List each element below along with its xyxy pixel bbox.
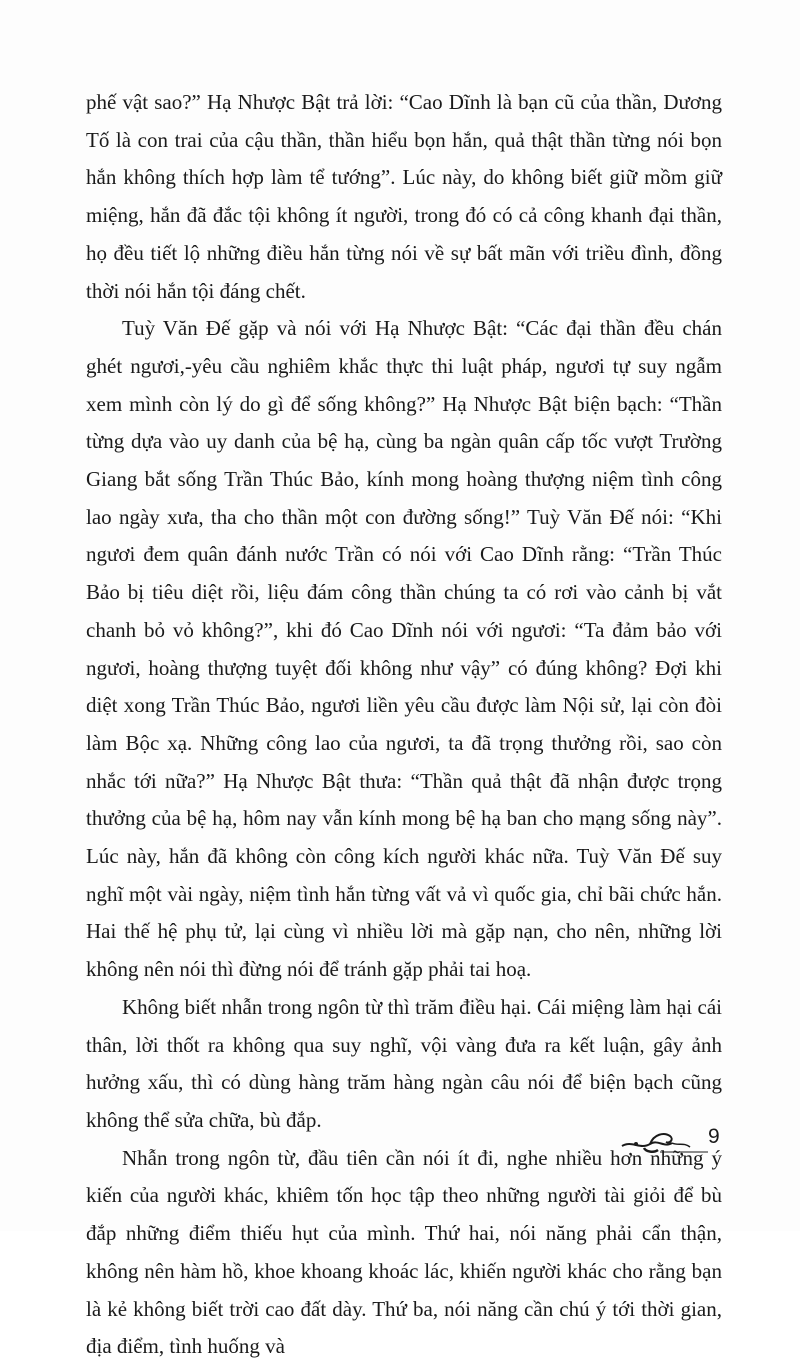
decorative-flourish-icon bbox=[620, 1126, 710, 1156]
paragraph-4: Nhẫn trong ngôn từ, đầu tiên cần nói ít đi, nghe nhiều hơn những ý kiến của người khác, khiêm tốn học tập theo những người tài giỏi để bù đắp những điểm thiếu hụt của mình. Thứ hai, nói năng phải cẩn thận, không nên hàm hồ, khoe khoang khoác lác, khiến người khác cho rằng bạn là kẻ không biết trời cao đất dày. Thứ ba, nói năng cần chú ý tới thời gian, địa điểm, tình huống và bbox=[86, 1145, 722, 1359]
paragraph-1: phế vật sao?” Hạ Nhược Bật trả lời: “Cao Dĩnh là bạn cũ của thần, Dương Tố là con trai của cậu thần, thần hiểu bọn hắn, quả thật thần từng nói bọn hắn không thích hợp làm tể tướng”. Lúc này, do không biết giữ mồm giữ miệng, hắn đã đắc tội không ít người, trong đó có cả công khanh đại thần, họ đều tiết lộ những điều hắn từng nói về sự bất mãn với triều đình, đồng thời nói hắn tội đáng chết. bbox=[86, 90, 722, 303]
page-number: 9 bbox=[708, 1125, 720, 1148]
paragraph-2: Tuỳ Văn Đế gặp và nói với Hạ Nhược Bật: “Các đại thần đều chán ghét ngươi,-yêu cầu nghiêm khắc thực thi luật pháp, ngươi tự suy ngẫm xem mình còn lý do gì để sống không?” Hạ Nhược Bật biện bạch: “Thần từng dựa vào uy danh của bệ hạ, cùng ba ngàn quân cấp tốc vượt Trường Giang bắt sống Trần Thúc Bảo, kính mong hoàng thượng niệm tình công lao ngày xưa, tha cho thần một con đường sống!” Tuỳ Văn Đế nói: “Khi ngươi đem quân đánh nước Trần có nói với Cao Dĩnh rằng: “Trần Thúc Bảo bị tiêu diệt rồi, liệu đám công thần chúng ta có rơi vào cảnh bị vắt chanh bỏ vỏ không?”, khi đó Cao Dĩnh nói với ngươi: “Ta đảm bảo với ngươi, hoàng thượng tuyệt đối không như vậy” có đúng không? Đợi khi diệt xong Trần Thúc Bảo, ngươi liền yêu cầu được làm Nội sử, lại còn đòi làm Bộc xạ. Những công lao của ngươi, ta đã trọng thưởng rồi, sao còn nhắc tới nữa?” Hạ Nhược Bật thưa: “Thần quả thật đã nhận được trọng thưởng của bệ hạ, hôm nay vẫn kính mong bệ hạ ban cho mạng sống này”. Lúc này, hắn đã không còn công kích người khác nữa. Tuỳ Văn Đế suy nghĩ một vài ngày, niệm tình hắn từng vất vả vì quốc gia, chỉ bãi chức hắn. Hai thế hệ phụ tử, lại cùng vì nhiều lời mà gặp nạn, cho nên, những lời không nên nói thì đừng nói để tránh gặp phải tai hoạ. bbox=[86, 316, 722, 982]
page-body bbox=[86, 84, 722, 1366]
page-footer bbox=[620, 1120, 730, 1160]
paragraph-3: Không biết nhẫn trong ngôn từ thì trăm điều hại. Cái miệng làm hại cái thân, lời thốt ra không qua suy nghĩ, vội vàng đưa ra kết luận, gây ảnh hưởng xấu, thì có dùng hàng trăm hàng ngàn câu nói để biện bạch cũng không thể sửa chữa, bù đắp. bbox=[86, 994, 722, 1132]
